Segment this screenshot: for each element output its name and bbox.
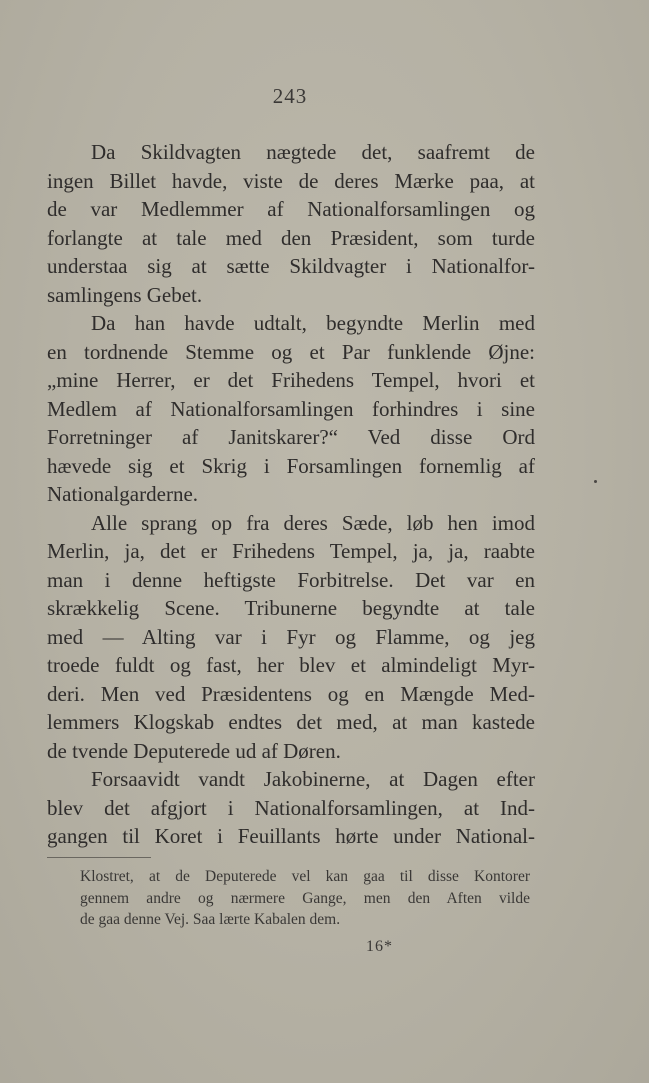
text-line: Da han havde udtalt, begyndte Merlin med bbox=[91, 311, 535, 335]
printer-signature: 16* bbox=[366, 938, 393, 955]
text-line: Alle sprang op fra deres Sæde, løb hen imod bbox=[91, 510, 535, 535]
text-line: forlangte at tale med den Præsident, som turde bbox=[47, 225, 535, 250]
text-line: samlingens Gebet. bbox=[47, 282, 203, 307]
text-line: deri. Men ved Præsidentens og en Mængde Med- bbox=[47, 681, 535, 706]
text-line: lemmers Klogskab endtes det med, at man kastede bbox=[47, 710, 535, 734]
footnote bbox=[80, 866, 530, 931]
paper-speck bbox=[594, 480, 597, 483]
text-line: Nationalgarderne. bbox=[47, 482, 199, 506]
text-line: Forretninger af Janitskarer?“ Ved disse Ord bbox=[47, 425, 535, 449]
text-line: troede fuldt og fast, her blev et almindeligt Myr- bbox=[47, 653, 535, 677]
text-line: Merlin, ja, det er Frihedens Tempel, ja, ja, raabte bbox=[47, 539, 535, 563]
text-line: med — Alting var i Fyr og Flamme, og jeg bbox=[47, 624, 535, 649]
text-line: ingen Billet havde, viste de deres Mærke paa, at bbox=[47, 168, 535, 193]
text-line: en tordnende Stemme og et Par funklende Øjne: bbox=[47, 339, 535, 364]
text-line: de tvende Deputerede ud af Døren. bbox=[47, 738, 341, 763]
text-line: „mine Herrer, er det Frihedens Tempel, hvori et bbox=[47, 368, 535, 392]
page-number: 243 bbox=[272, 84, 308, 108]
text-line: hævede sig et Skrig i Forsamlingen fornemlig af bbox=[47, 453, 535, 478]
text-line: blev det afgjort i Nationalforsamlingen, at Ind- bbox=[47, 795, 535, 820]
text-line: de var Medlemmer af Nationalforsamlingen og bbox=[47, 197, 535, 221]
body-text bbox=[47, 138, 535, 851]
text-line: man i denne heftigste Forbitrelse. Det var en bbox=[47, 567, 535, 592]
text-line: Medlem af Nationalforsamlingen forhindres i sine bbox=[47, 396, 535, 421]
footnote-rule bbox=[47, 857, 151, 858]
footnote-line: Klostret, at de Deputerede vel kan gaa til disse Kontorer bbox=[80, 868, 530, 885]
footnote-line: gennem andre og nærmere Gange, men den Aften vilde bbox=[80, 889, 530, 907]
text-line: skrækkelig Scene. Tribunerne begyndte at tale bbox=[47, 596, 535, 620]
text-line: gangen til Koret i Feuillants hørte under National- bbox=[47, 824, 535, 848]
footnote-line: de gaa denne Vej. Saa lærte Kabalen dem. bbox=[80, 911, 341, 928]
text-line: understaa sig at sætte Skildvagter i Nationalfor- bbox=[47, 254, 535, 278]
text-line: Da Skildvagten nægtede det, saafremt de bbox=[91, 140, 535, 164]
text-line: Forsaavidt vandt Jakobinerne, at Dagen efter bbox=[91, 767, 535, 791]
